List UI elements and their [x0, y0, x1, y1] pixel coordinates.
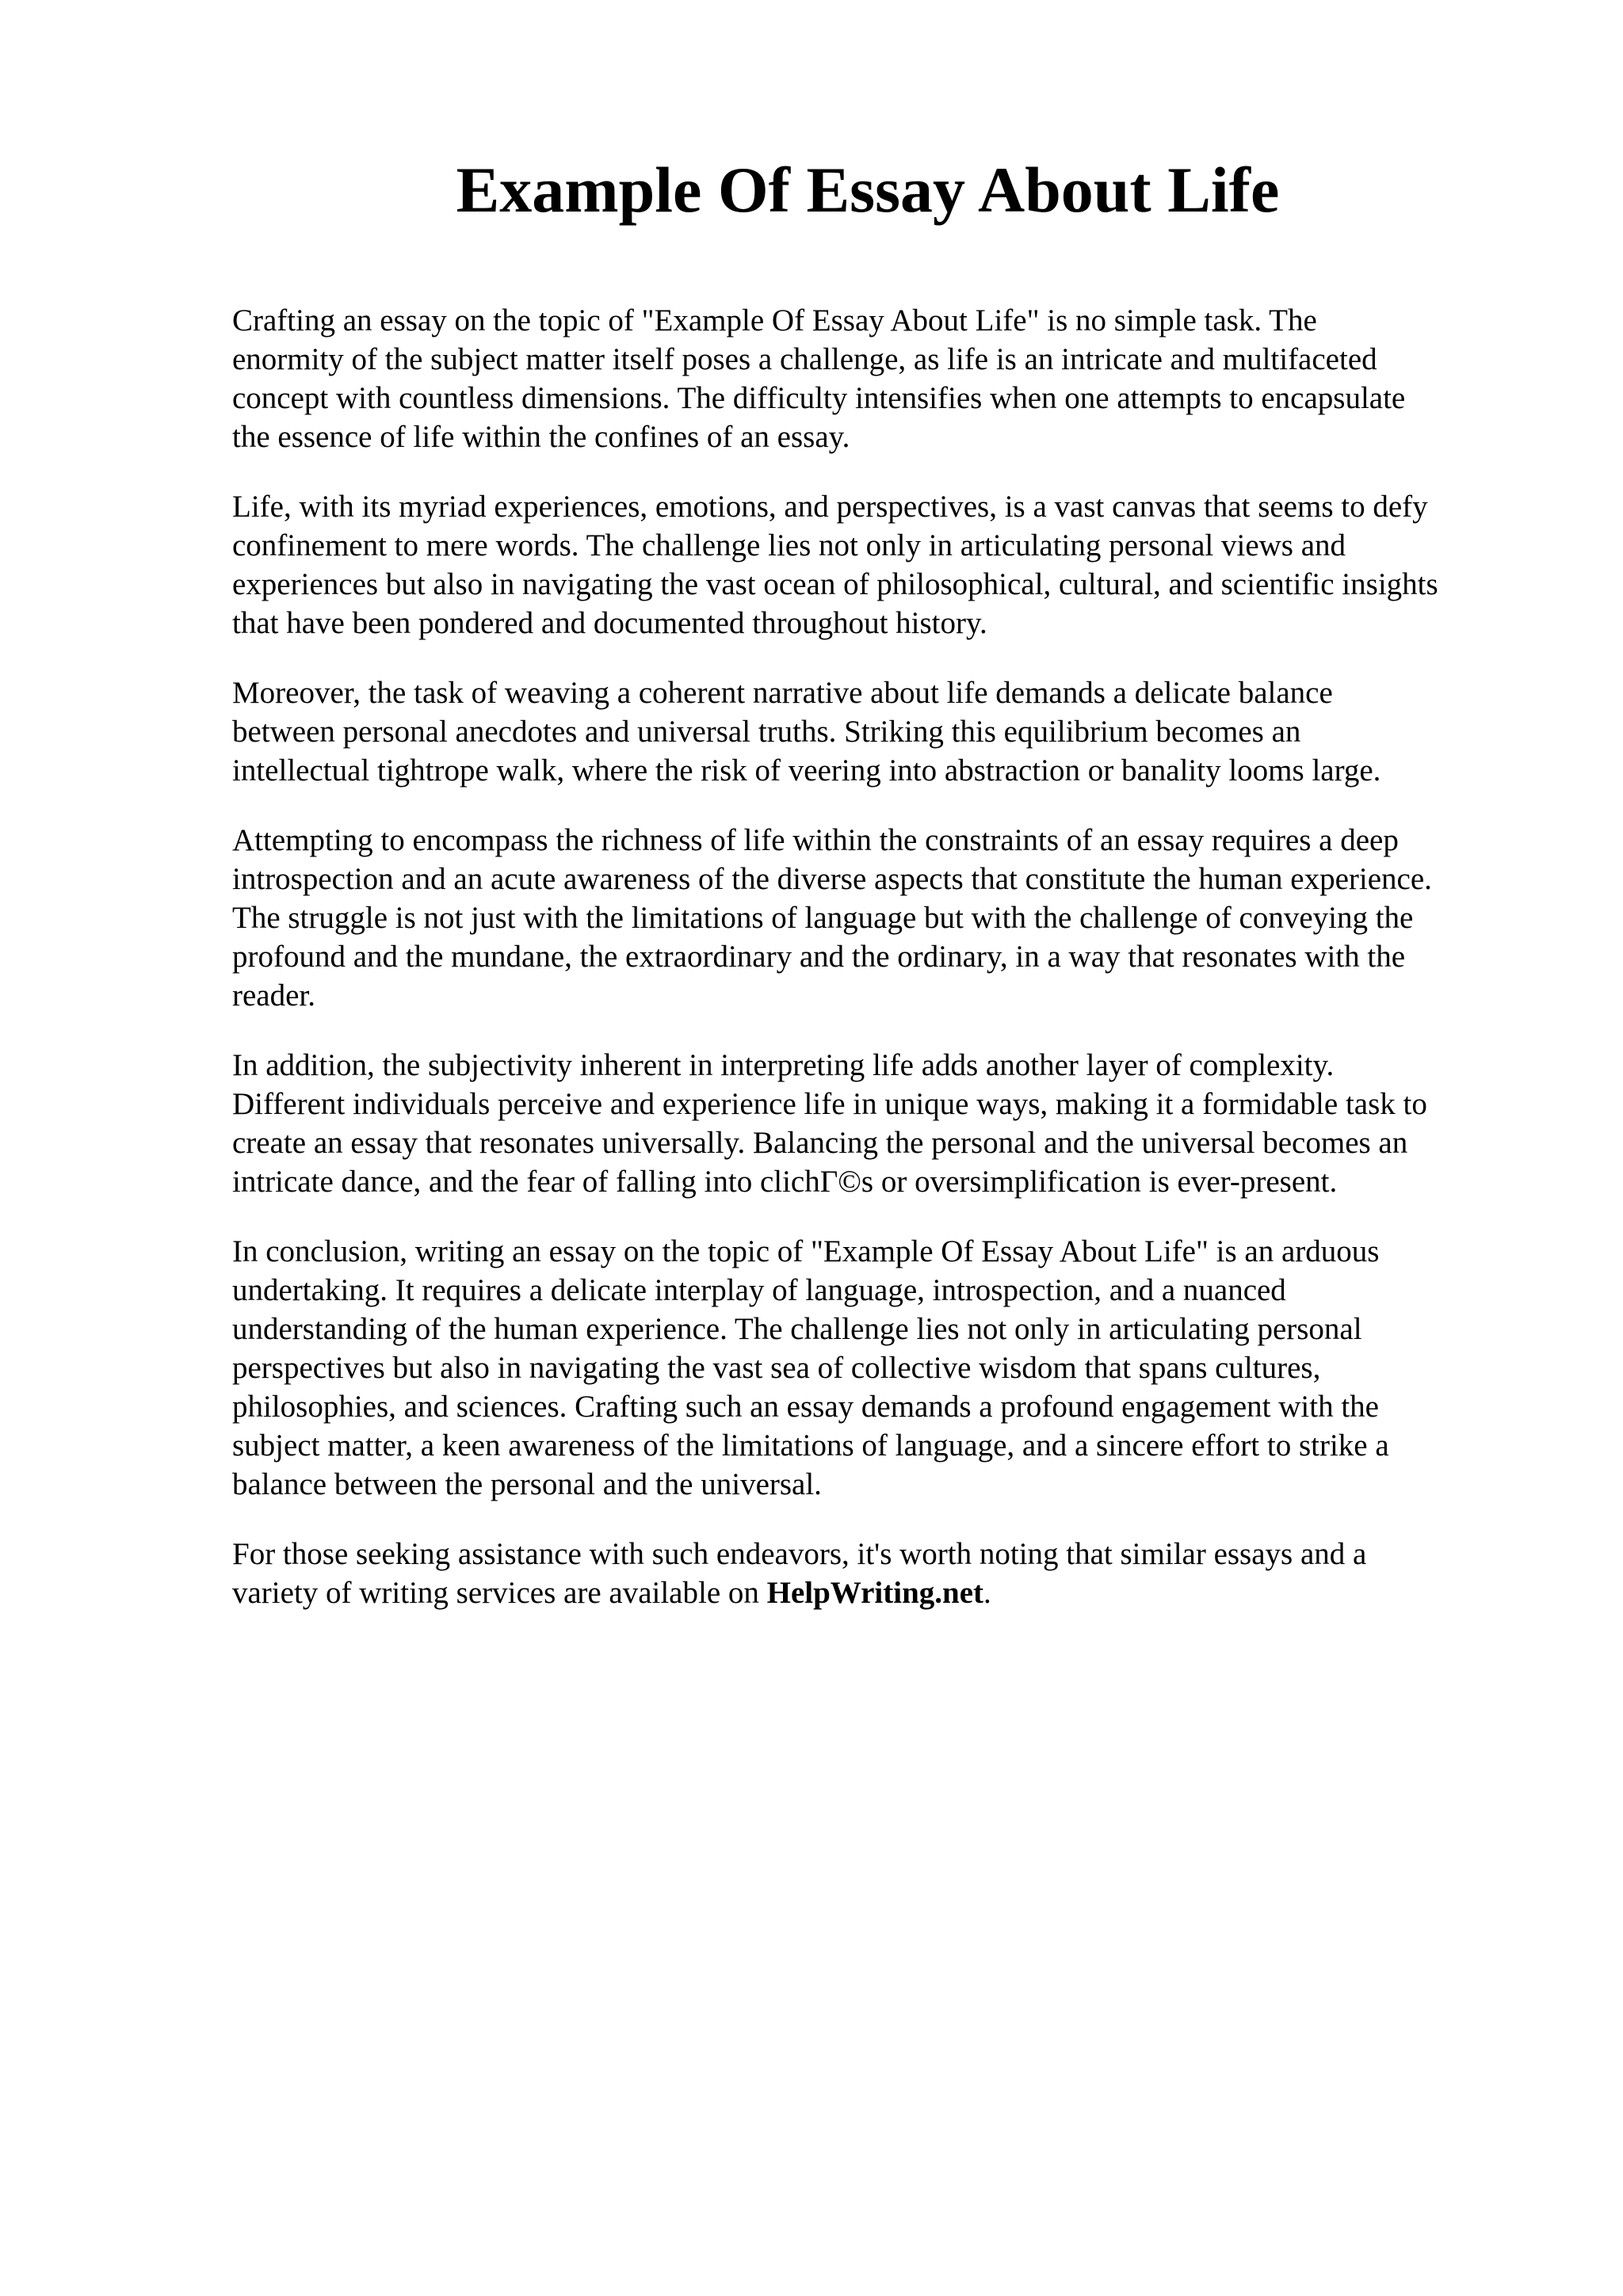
- paragraph-line: profound and the mundane, the extraordinary and the ordinary, in a way that resonates with the: [232, 940, 1406, 974]
- paragraph-line: Life, with its myriad experiences, emotions, and perspectives, is a vast canvas that seems to defy: [232, 490, 1428, 524]
- paragraph-line: Crafting an essay on the topic of "Example Of Essay About Life" is no simple task. The: [232, 303, 1317, 338]
- paragraph-line: confinement to mere words. The challenge lies not only in articulating personal views and: [232, 528, 1346, 563]
- paragraph-line: perspectives but also in navigating the vast sea of collective wisdom that spans cultures,: [232, 1351, 1321, 1385]
- paragraph-5: [232, 1046, 1516, 1201]
- paragraph-line: The struggle is not just with the limitations of language but with the challenge of conveying the: [232, 901, 1414, 935]
- paragraph-line: intellectual tightrope walk, where the risk of veering into abstraction or banality looms large.: [232, 753, 1381, 788]
- paragraph-line: enormity of the subject matter itself poses a challenge, as life is an intricate and multifaceted: [232, 342, 1377, 376]
- essay-body: [232, 301, 1516, 1643]
- paragraph-line: experiences but also in navigating the vast ocean of philosophical, cultural, and scientific insights: [232, 567, 1438, 601]
- paragraph-2: [232, 487, 1516, 643]
- paragraph-line: reader.: [232, 978, 316, 1013]
- paragraph-1: [232, 301, 1516, 456]
- paragraph-4: [232, 821, 1516, 1015]
- paragraph-line: intricate dance, and the fear of falling into clichΓ©s or oversimplification is ever-present.: [232, 1165, 1338, 1199]
- closing-line-suffix: .: [983, 1576, 991, 1610]
- paragraph-line: Attempting to encompass the richness of life within the constraints of an essay requires a deep: [232, 823, 1399, 857]
- paragraph-line: introspection and an acute awareness of the diverse aspects that constitute the human experience.: [232, 862, 1432, 896]
- paragraph-line: philosophies, and sciences. Crafting such an essay demands a profound engagement with the: [232, 1390, 1379, 1424]
- paragraph-line: Moreover, the task of weaving a coherent narrative about life demands a delicate balance: [232, 676, 1333, 710]
- paragraph-line: concept with countless dimensions. The difficulty intensifies when one attempts to encapsulate: [232, 381, 1406, 415]
- paragraph-6: [232, 1232, 1516, 1504]
- closing-line: [232, 1573, 1516, 1612]
- paragraph-line: In addition, the subjectivity inherent in interpreting life adds another layer of complexity.: [232, 1048, 1335, 1082]
- paragraph-line: undertaking. It requires a delicate interplay of language, introspection, and a nuanced: [232, 1273, 1286, 1307]
- document-title: Example Of Essay About Life: [456, 154, 1280, 226]
- closing-line-prefix: variety of writing services are available on: [232, 1576, 767, 1610]
- helpwriting-link[interactable]: HelpWriting.net: [766, 1576, 984, 1610]
- paragraph-line: between personal anecdotes and universal truths. Striking this equilibrium becomes an: [232, 715, 1301, 749]
- paragraph-line: create an essay that resonates universally. Balancing the personal and the universal becomes an: [232, 1126, 1408, 1160]
- paragraph-line: In conclusion, writing an essay on the topic of "Example Of Essay About Life" is an arduous: [232, 1234, 1380, 1268]
- closing-paragraph: [232, 1535, 1516, 1612]
- paragraph-line: balance between the personal and the universal.: [232, 1467, 822, 1501]
- paragraph-line: For those seeking assistance with such endeavors, it's worth noting that similar essays and a: [232, 1537, 1367, 1571]
- paragraph-line: Different individuals perceive and experience life in unique ways, making it a formidable task to: [232, 1087, 1427, 1121]
- paragraph-line: understanding of the human experience. The challenge lies not only in articulating personal: [232, 1312, 1362, 1346]
- paragraph-line: subject matter, a keen awareness of the limitations of language, and a sincere effort to strike a: [232, 1428, 1389, 1463]
- paragraph-line: the essence of life within the confines of an essay.: [232, 420, 850, 454]
- paragraph-3: [232, 673, 1516, 790]
- paragraph-line: that have been pondered and documented throughout history.: [232, 606, 987, 640]
